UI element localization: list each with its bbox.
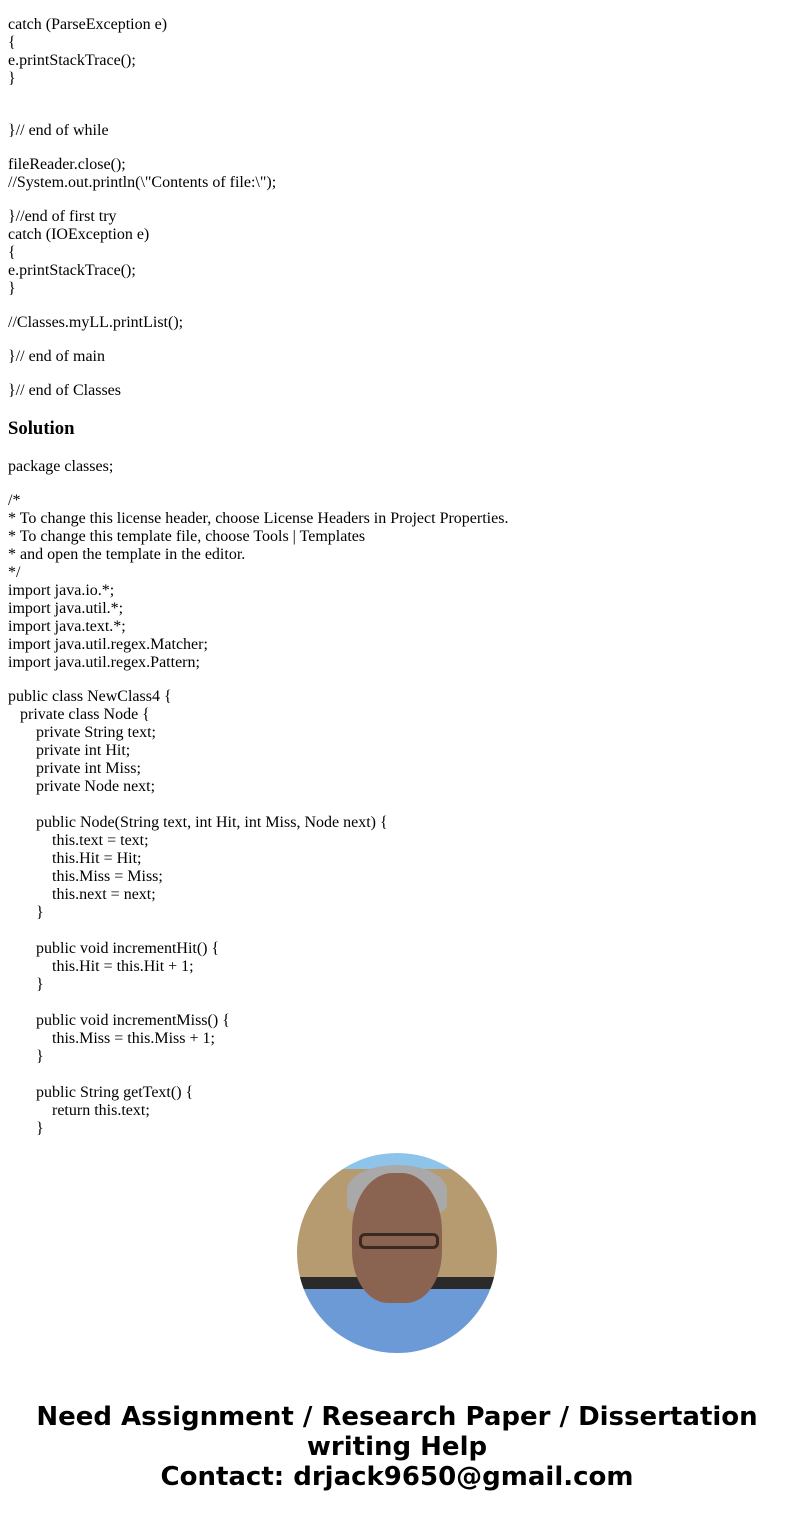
code-line: public String getText() { (36, 1084, 194, 1101)
code-line: public Node(String text, int Hit, int Miss, Node next) { (36, 814, 388, 831)
code-line: }//end of first try (8, 208, 117, 225)
code-line: */ (8, 564, 21, 581)
code-line: this.Hit = this.Hit + 1; (52, 958, 194, 975)
code-line: this.next = next; (52, 886, 156, 903)
class-code-block (8, 688, 788, 1138)
code-line: return this.text; (52, 1102, 150, 1119)
code-line: } (8, 70, 16, 87)
code-line: * and open the template in the editor. (8, 546, 246, 563)
package-line: package classes; (8, 458, 114, 475)
banner-line: Need Assignment / Research Paper / Dissertation (36, 1402, 758, 1432)
code-line: } (8, 280, 16, 297)
code-line: public class NewClass4 { (8, 688, 172, 705)
header-block (8, 492, 788, 672)
banner-line: writing Help (306, 1432, 488, 1462)
code-line: public void incrementHit() { (36, 940, 220, 957)
code-line: import java.util.*; (8, 600, 124, 617)
catch-io-block (8, 208, 788, 298)
file-close-block (8, 156, 788, 192)
code-line: catch (ParseException e) (8, 16, 168, 33)
code-line (8, 796, 788, 814)
code-line: this.Miss = this.Miss + 1; (52, 1030, 215, 1047)
code-line (8, 994, 788, 1012)
code-line: private Node next; (36, 778, 156, 795)
code-line: import java.text.*; (8, 618, 126, 635)
catch-parse-block (8, 16, 788, 88)
code-line: private int Hit; (36, 742, 131, 759)
code-line: { (8, 34, 16, 51)
solution-heading: Solution (8, 418, 75, 439)
author-avatar (297, 1153, 497, 1353)
code-line (8, 1066, 788, 1084)
code-line: import java.util.regex.Matcher; (8, 636, 208, 653)
code-line: /* (8, 492, 21, 509)
code-line: this.Hit = Hit; (52, 850, 142, 867)
contact-email: Contact: drjack9650@gmail.com (160, 1462, 634, 1492)
code-line: import java.util.regex.Pattern; (8, 654, 200, 671)
document-body (8, 0, 788, 1137)
code-line (8, 922, 788, 940)
end-main: }// end of main (8, 348, 105, 365)
code-line: { (8, 244, 16, 261)
code-line: } (36, 1120, 44, 1137)
code-line: this.text = text; (52, 832, 149, 849)
contact-banner (0, 1402, 794, 1492)
glasses-shape (359, 1233, 439, 1249)
code-line: //System.out.println(\"Contents of file:\"); (8, 174, 277, 191)
code-line: * To change this template file, choose Tools | Templates (8, 528, 366, 545)
end-while: }// end of while (8, 122, 109, 139)
code-line: } (36, 904, 44, 921)
code-line: private int Miss; (36, 760, 141, 777)
code-line: fileReader.close(); (8, 156, 126, 173)
code-line: private String text; (36, 724, 156, 741)
print-list-comment: //Classes.myLL.printList(); (8, 314, 184, 331)
code-line: this.Miss = Miss; (52, 868, 163, 885)
code-line: * To change this license header, choose License Headers in Project Properties. (8, 510, 509, 527)
code-line: } (36, 976, 44, 993)
code-line: private class Node { (20, 706, 150, 723)
end-classes: }// end of Classes (8, 382, 121, 399)
code-line: } (36, 1048, 44, 1065)
code-line: e.printStackTrace(); (8, 52, 136, 69)
code-line: e.printStackTrace(); (8, 262, 136, 279)
code-line: catch (IOException e) (8, 226, 150, 243)
code-line: import java.io.*; (8, 582, 115, 599)
code-line: public void incrementMiss() { (36, 1012, 230, 1029)
